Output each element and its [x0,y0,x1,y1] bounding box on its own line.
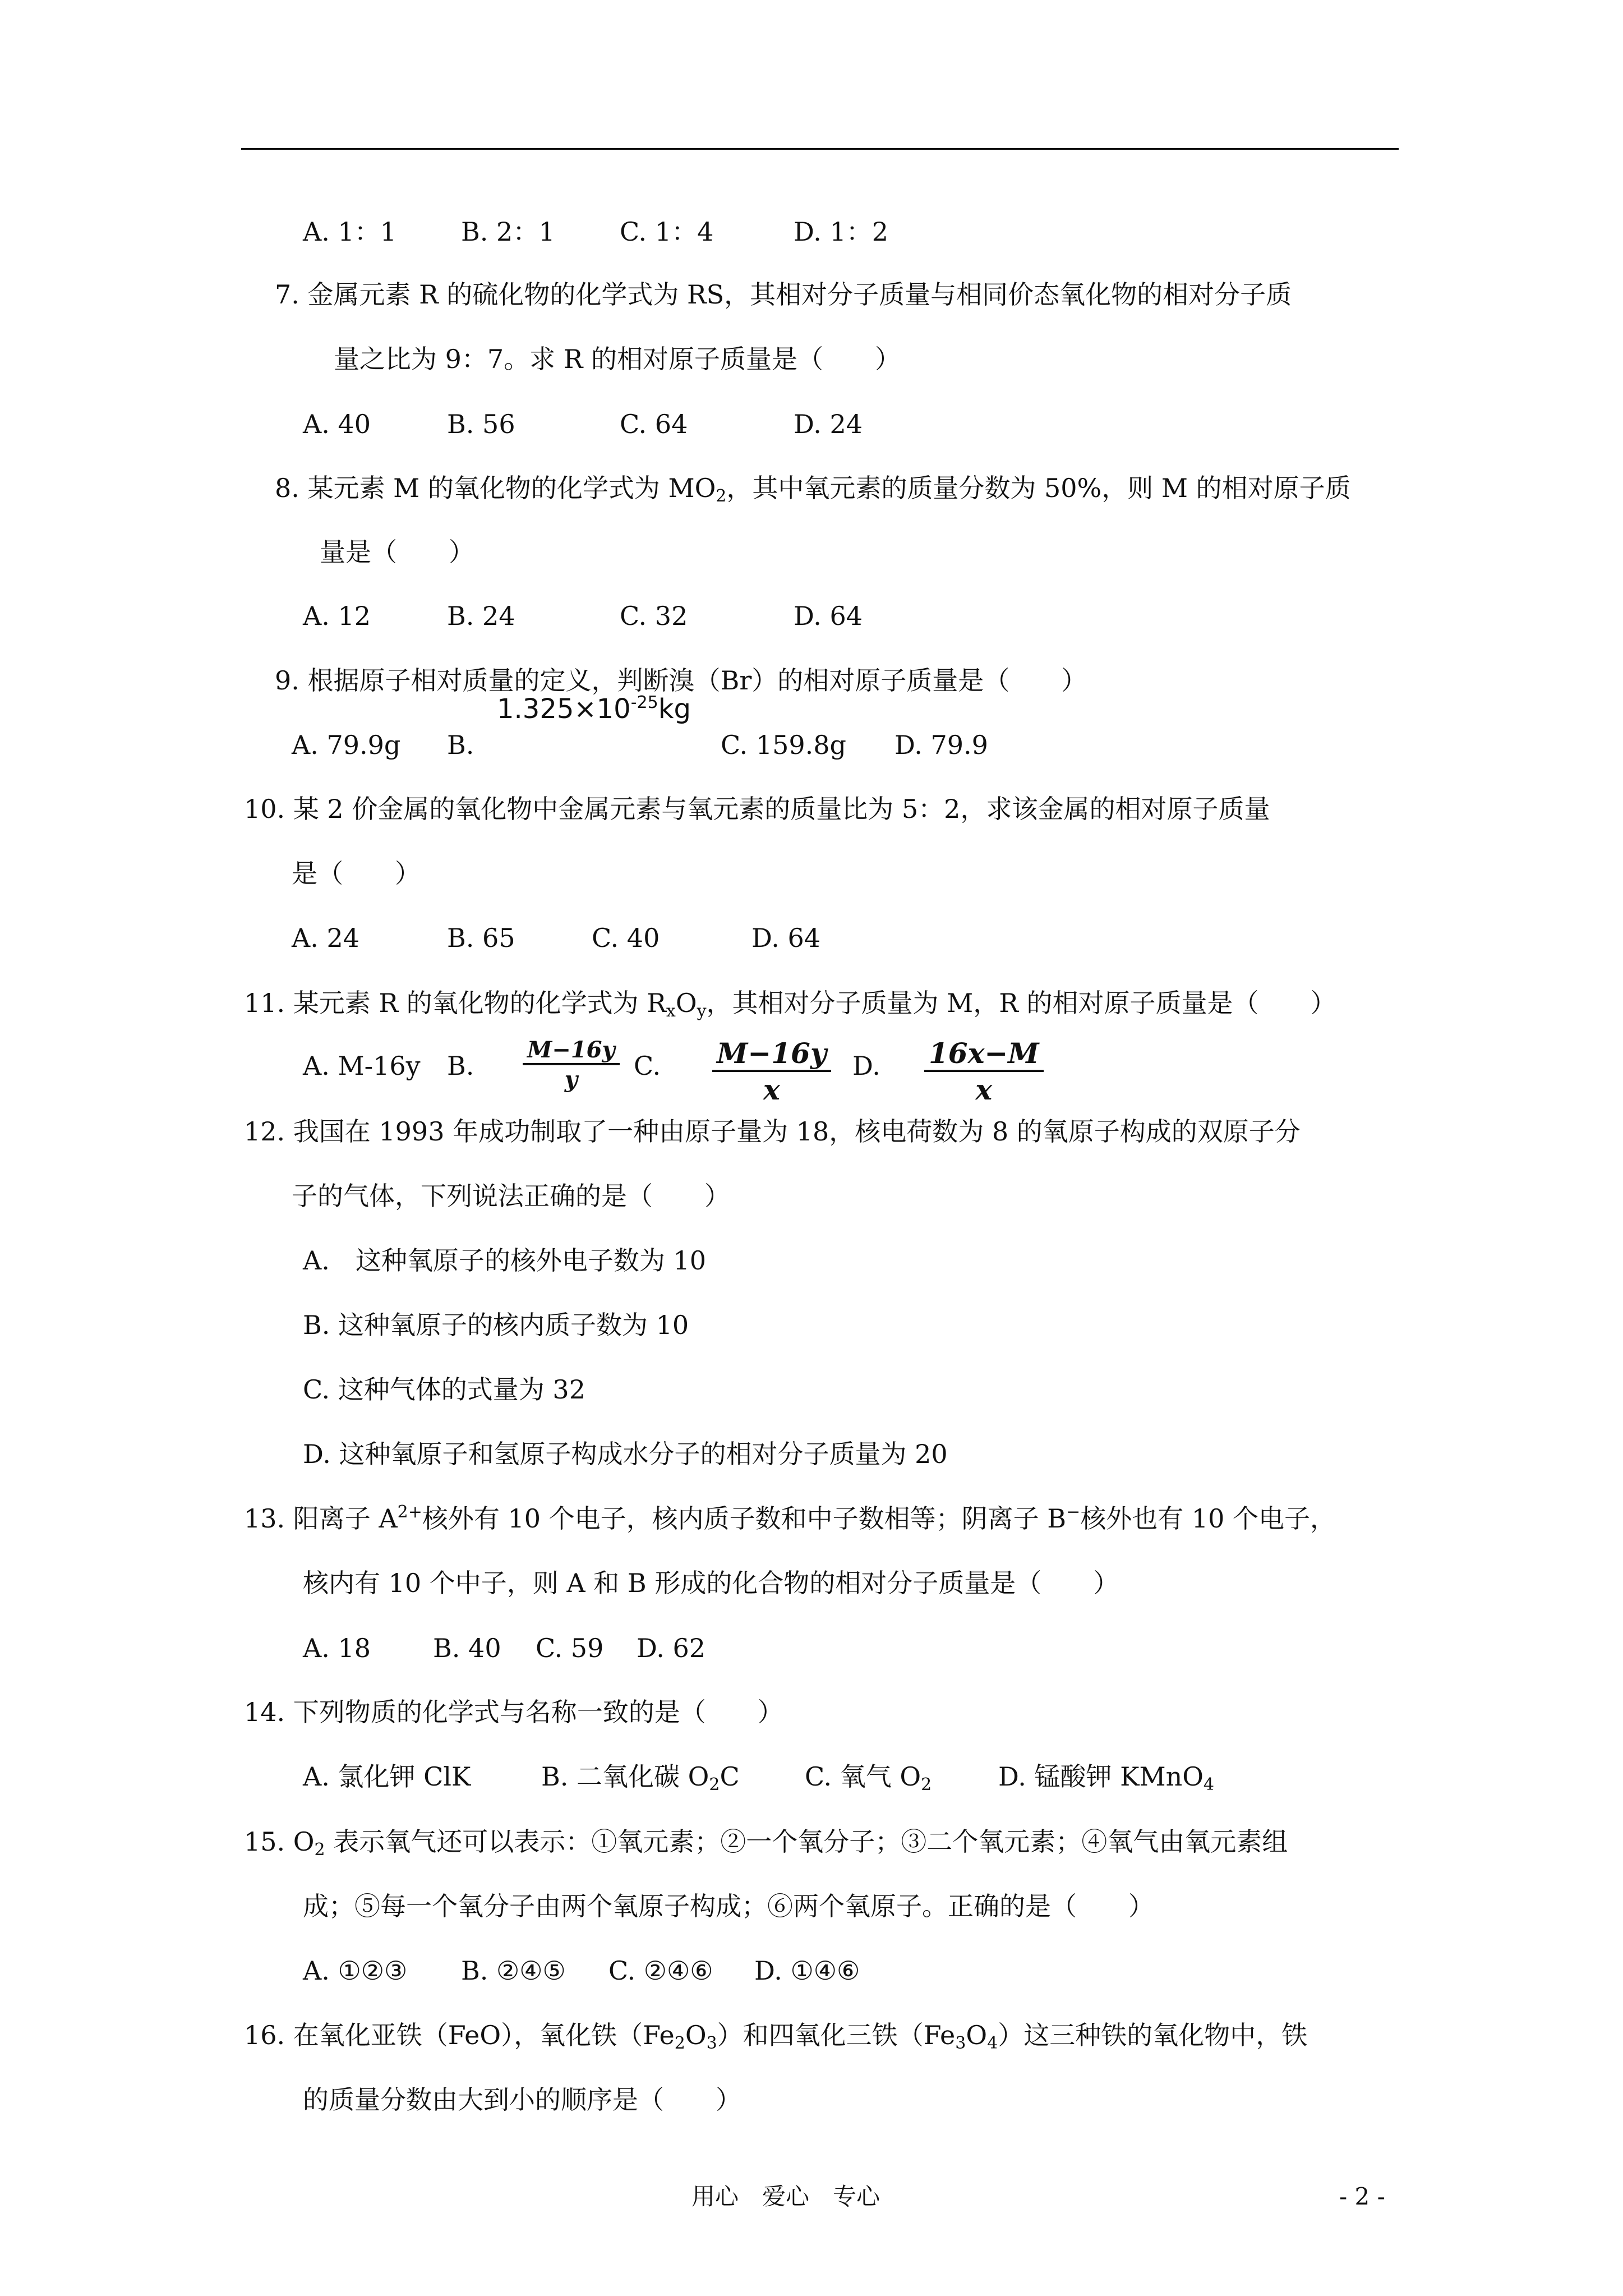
q6-option-b: B. 2：1 [461,217,555,247]
q11-option-d-label: D. [852,1051,880,1081]
header-rule [241,148,1399,150]
q10-option-a: A. 24 [292,923,359,953]
q10-option-b: B. 65 [447,923,515,953]
q12-stem-line2: 子的气体，下列说法正确的是（ ） [292,1181,730,1211]
q6-option-d: D. 1：2 [794,217,889,247]
q9-formula: $1.325\times 10^{-25}kg$ [497,693,691,725]
q9-stem: 9. 根据原子相对质量的定义，判断溴（Br）的相对原子质量是（ ） [275,665,1087,696]
q8-stem-line2: 量是（ ） [320,537,474,567]
q15-stem-line1: 15. $O_2$ 表示氧气还可以表示：①氧元素；②一个氧分子；③二个氧元素；④氧气由氧元素组 [244,1826,1288,1860]
q14-stem: 14. 下列物质的化学式与名称一致的是（ ） [244,1697,783,1727]
q10-option-c: C. 40 [592,923,660,953]
fraction-denominator: y [564,1066,578,1093]
q7-option-d: D. 24 [794,409,863,439]
q7-option-a: A. 40 [303,409,371,439]
page-number: - 2 - [1339,2183,1385,2210]
q12-option-b: B. 这种氧原子的核内质子数为 10 [303,1310,689,1340]
q8-option-a: A. 12 [303,601,371,631]
q8-option-c: C. 32 [620,601,688,631]
q16-stem-line2: 的质量分数由大到小的顺序是（ ） [303,2085,741,2115]
q14-option-b: B. 二氧化碳 $O_2C$ [541,1761,740,1795]
q13-option-c: C. 59 [536,1633,604,1663]
q7-stem-line1: 7. 金属元素 R 的硫化物的化学式为 RS，其相对分子质量与相同价态氧化物的相对分子质 [275,279,1292,310]
q13-option-a: A. 18 [303,1633,371,1663]
q10-stem-line2: 是（ ） [292,858,421,889]
q11-option-b-label: B. [447,1051,474,1081]
fraction-numerator: 16x−M [924,1037,1044,1072]
q12-option-a: A. 这种氧原子的核外电子数为 10 [303,1245,706,1276]
q11-option-c-label: C. [634,1051,661,1081]
q7-option-c: C. 64 [620,409,688,439]
q14-option-d: D. 锰酸钾 KMnO$_4$ [998,1761,1215,1795]
q13-option-b: B. 40 [433,1633,501,1663]
q15-option-c: C. ②④⑥ [608,1955,713,1986]
q12-option-c: C. 这种气体的式量为 32 [303,1374,585,1405]
q15-option-b: B. ②④⑤ [461,1955,566,1986]
q8-option-b: B. 24 [447,601,515,631]
q13-stem-line2: 核内有 10 个中子，则 A 和 B 形成的化合物的相对分子质量是（ ） [303,1568,1119,1598]
q6-option-c: C. 1：4 [620,217,714,247]
q11-option-a: A. M-16y [303,1051,421,1081]
q11-option-b-fraction [523,1037,620,1093]
q7-option-b: B. 56 [447,409,515,439]
q15-stem-line2: 成；⑤每一个氧分子由两个氧原子构成；⑥两个氧原子。正确的是（ ） [303,1891,1154,1921]
q10-stem-line1: 10. 某 2 价金属的氧化物中金属元素与氧元素的质量比为 5：2，求该金属的相对原子质量 [244,794,1270,824]
q7-stem-line2: 量之比为 9：7。求 R 的相对原子质量是（ ） [334,344,901,374]
q16-stem-line1: 16. 在氧化亚铁（FeO），氧化铁$(Fe_2O_3)$和四氧化三铁$(Fe_3O_4)$这三种铁的氧化物中，铁 [244,2020,1308,2053]
q12-stem-line1: 12. 我国在 1993 年成功制取了一种由原子量为 18，核电荷数为 8 的氧原子构成的双原子分 [244,1116,1301,1147]
footer-slogan: 用心 爱心 专心 [691,2183,880,2210]
q9-option-d: D. 79.9 [895,730,988,760]
q12-option-d: D. 这种氧原子和氢原子构成水分子的相对分子质量为 20 [303,1439,948,1469]
q9-option-a: A. 79.9g [292,730,401,760]
q15-option-d: D. ①④⑥ [754,1955,860,1986]
fraction-denominator: x [763,1073,780,1106]
fraction-numerator: M−16y [523,1037,620,1065]
fraction-denominator: x [975,1073,993,1106]
q11-option-d-fraction [924,1037,1044,1106]
fraction-numerator: M−16y [712,1037,831,1072]
q14-option-a: A. 氯化钾 ClK [303,1761,471,1792]
q10-option-d: D. 64 [751,923,821,953]
q8-option-d: D. 64 [794,601,863,631]
q11-stem: 11. 某元素 R 的氧化物的化学式为 $R_xO_y$，其相对分子质量为 M，R 的相对原子质量是（ ） [244,988,1336,1021]
q9-option-b: B. [447,730,474,760]
q15-option-a: A. ①②③ [303,1955,408,1986]
q6-option-a: A. 1：1 [303,217,396,247]
q8-stem-line1: 8. 某元素 M 的氧化物的化学式为 $MO_2$，其中氧元素的质量分数为 50%，则 M 的相对原子质 [275,473,1351,506]
q13-option-d: D. 62 [637,1633,706,1663]
q9-option-c: C. 159.8g [721,730,846,760]
q13-stem-line1: 13. 阳离子 $A^{2+}$核外有 10 个电子，核内质子数和中子数相等；阴离子 B−核外也有 10 个电子， [244,1502,1336,1534]
q14-option-c: C. 氧气 $O_2$ [805,1761,932,1795]
q11-option-c-fraction [712,1037,831,1106]
